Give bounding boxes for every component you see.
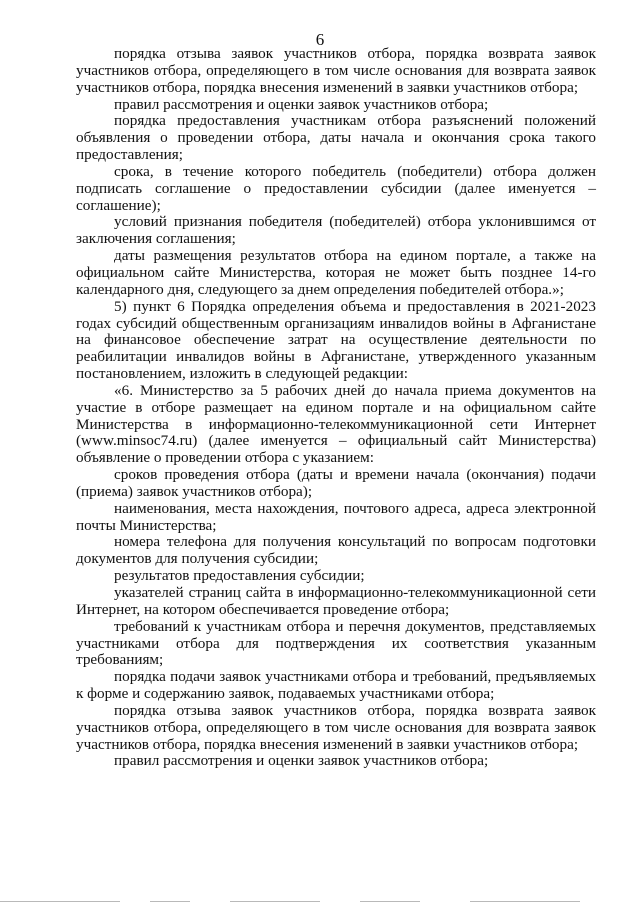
paragraph-withdrawal-order: порядка отзыва заявок участников отбора, порядка возврата заявок участников отбора, определяющего в том числе основания для возврата заявок участников отбора, порядка внесения изменений в заявки участников отбора; [76,45,596,96]
paragraph-withdrawal-order-repeat: порядка отзыва заявок участников отбора, порядка возврата заявок участников отбора, определяющего в том числе основания для возврата заявок участников отбора, порядка внесения изменений в заявки участников отбора; [76,701,596,753]
paragraph-point-6: «6. Министерство за 5 рабочих дней до начала приема документов на участие в отборе размещает на едином портале и на официальном сайте Министерства в информационно-телекоммуникационной сети Интернет (www.minsoc74.ru) (далее именуется – официальный сайт Министерства) объявление о проведении отбора с указанием: [76,381,596,467]
paragraph-ministry-address: наименования, места нахождения, почтового адреса, адреса электронной почты Министерства; [76,499,596,534]
paragraph-evasion-conditions: условий признания победителя (победителей) отбора уклонившимся от заключения соглашения; [76,213,596,248]
paragraph-application-submission: порядка подачи заявок участниками отбора и требований, предъявляемых к форме и содержанию заявок, подаваемых участниками отбора; [76,668,596,703]
paragraph-review-rules: правил рассмотрения и оценки заявок участников отбора; [114,95,489,113]
paragraph-item-5: 5) пункт 6 Порядка определения объема и предоставления в 2021-2023 годах субсидий общественным организациям инвалидов войны в Афганистане на финансовое обеспечение затрат на осуществление деятельности по реабилитации инвалидов войны в Афганистане, утвержденного указанным постановлением, изложить в следующей редакции: [76,297,596,383]
paragraph-subsidy-results: результатов предоставления субсидии; [114,567,365,585]
paragraph-selection-dates: сроков проведения отбора (даты и времени начала (окончания) подачи (приема) заявок участников отбора); [76,466,596,500]
scan-bottom-edge [0,898,640,905]
paragraph-consultation-phone: номера телефона для получения консультаций по вопросам подготовки документов для получения субсидии; [76,533,596,568]
paragraph-results-publication: даты размещения результатов отбора на едином портале, а также на официальном сайте Министерства, которая не может быть позднее 14-го календарного дня, следующего за днем определения победителей отбора.»; [76,247,596,298]
document-body [76,46,596,770]
paragraph-agreement-term: срока, в течение которого победитель (победители) отбора должен подписать соглашение о предоставлении субсидии (далее именуется – соглашение); [76,162,596,214]
page-number: 6 [315,30,325,49]
paragraph-site-pointers: указателей страниц сайта в информационно-телекоммуникационной сети Интернет, на котором обеспечивается проведение отбора; [76,584,596,618]
paragraph-review-rules-repeat: правил рассмотрения и оценки заявок участников отбора; [114,752,489,770]
paragraph-participant-requirements: требований к участникам отбора и перечня документов, представляемых участниками отбора для подтверждения их соответствия указанным требованиям; [76,617,596,669]
paragraph-clarifications: порядка предоставления участникам отбора разъяснений положений объявления о проведении отбора, даты начала и окончания срока такого предоставления; [76,112,596,164]
